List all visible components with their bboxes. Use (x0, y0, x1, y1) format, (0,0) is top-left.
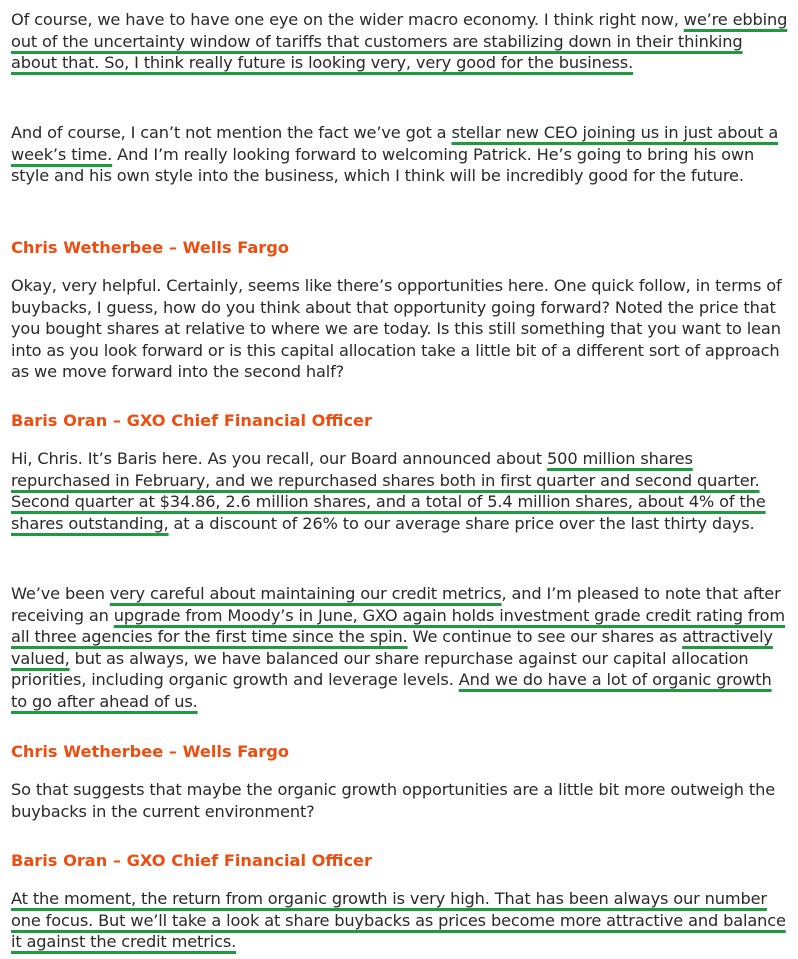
highlighted-text: attractively valued, (11, 627, 773, 668)
body-text: Of course, we have to have one eye on the wider macro economy. I think right now, (11, 10, 684, 29)
speaker-chris-wetherbee: Chris Wetherbee – Wells Fargo (11, 742, 289, 761)
highlighted-text: 500 million shares repurchased in February, and we repurchased shares both in first quarter and second quarter. Second quarter at $34.86, 2.6 million shares, and a total of 5.4 million shares, about 4% of the shares outstanding, (11, 449, 766, 533)
body-text: We continue to see our shares as (407, 627, 683, 647)
highlighted-text: And we do have a lot of organic growth to go after ahead of us. (11, 670, 772, 711)
paragraph-organic-growth-answer (11, 888, 791, 953)
paragraph-new-ceo (11, 122, 791, 187)
body-text: at a discount of 26% to our average share price over the last thirty days. (168, 513, 755, 533)
highlighted-text: At the moment, the return from organic growth is very high. That has been always our number one focus. But we’ll take a look at share buybacks as prices become more attractive and balance it against the credit metrics. (11, 889, 786, 952)
highlighted-text: we’re ebbing out of the uncertainty window of tariffs that customers are stabilizing down in their thinking about that. So, I think really future is looking very, very good for the business. (11, 10, 788, 73)
speaker-baris-oran: Baris Oran – GXO Chief Financial Officer (11, 411, 373, 430)
body-text: , and I’m pleased to note that after receiving an (11, 584, 781, 625)
body-text: Okay, very helpful. Certainly, seems like there’s opportunities here. One quick follow, in terms of buybacks, I guess, how do you think about that opportunity going forward? Noted the price that you bought shares at relative to where we are today. Is this still something that you want to lean into as you look forward or is this capital allocation take a little bit of a different sort of approach as we move forward into the second half? (11, 276, 782, 382)
speaker-chris-wetherbee: Chris Wetherbee – Wells Fargo (11, 238, 289, 257)
body-text: So that suggests that maybe the organic growth opportunities are a little bit more outweigh the buybacks in the current environment? (11, 780, 776, 821)
paragraph-credit-metrics (11, 583, 791, 713)
body-text: but as always, we have balanced our share repurchase against our capital allocation priorities, including organic growth and leverage levels. (11, 648, 749, 690)
body-text: And of course, I can’t not mention the fact we’ve got a (11, 123, 452, 142)
body-text: And I’m really looking forward to welcoming Patrick. He’s going to bring his own style and his own style into the business, which I think will be incredibly good for the future. (11, 144, 755, 186)
speaker-baris-oran: Baris Oran – GXO Chief Financial Officer (11, 851, 373, 870)
highlighted-text: stellar new CEO joining us in just about a week’s time. (11, 123, 779, 164)
body-text: Hi, Chris. It’s Baris here. As you recall, our Board announced about (11, 449, 548, 468)
paragraph-buyback-answer (11, 448, 791, 534)
body-text: We’ve been (11, 584, 110, 603)
paragraph-buyback-question (11, 275, 791, 383)
highlighted-text: very careful about maintaining our credit metrics (109, 584, 502, 603)
paragraph-macro-outlook (11, 9, 791, 74)
highlighted-text: upgrade from Moody’s in June, GXO again holds investment grade credit rating from all three agencies for the first time since the spin. (11, 605, 785, 647)
paragraph-organic-growth-question (11, 779, 791, 822)
